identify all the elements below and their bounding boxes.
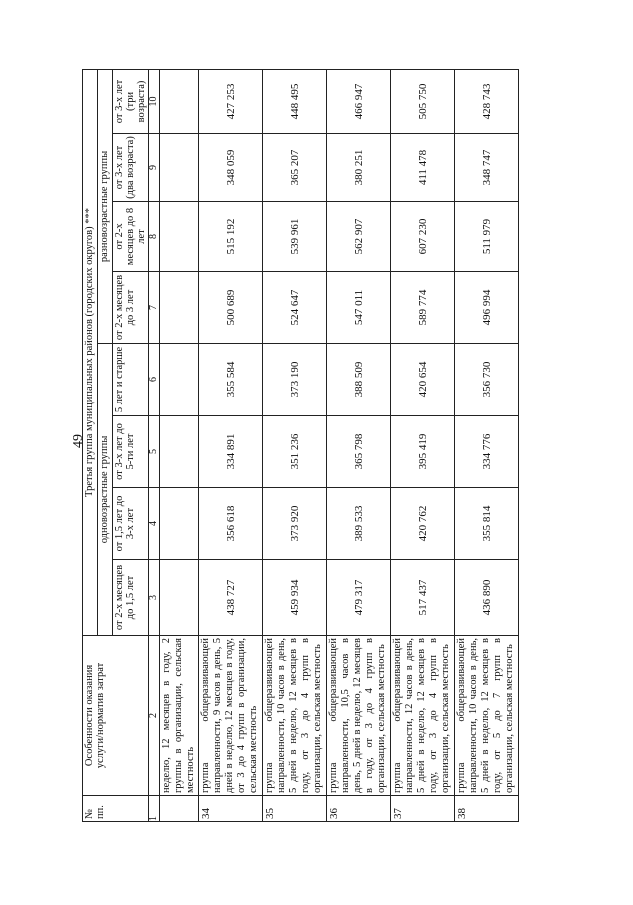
row-value: 459 934: [263, 560, 327, 636]
row-description: группа общеразвивающей направленности, 9 часов в день, 5 дней в неделю, 12 месяцев в году, от 3 до 4 групп в организации, сельская местность: [199, 636, 263, 796]
row-value: 355 814: [455, 488, 519, 560]
table-row: [327, 69, 391, 821]
row-number: 38: [455, 796, 519, 822]
row-value: 511 979: [455, 202, 519, 272]
row-number: 37: [391, 796, 455, 822]
col-number: 7: [149, 272, 160, 344]
col-number: 6: [149, 344, 160, 416]
page-number: 49: [71, 434, 86, 448]
col-number: 5: [149, 416, 160, 488]
header-col-9: от 3-х лет (два возраста): [113, 134, 149, 202]
header-no: № пп.: [83, 796, 149, 822]
table-row: [263, 69, 327, 821]
row-description: группа общеразвивающей направленности, 12 часов в день, 5 дней в неделю, 12 месяцев в году, от 3 до 4 групп в организации, сельская местность: [391, 636, 455, 796]
col-number: 4: [149, 488, 160, 560]
table-row: [199, 69, 263, 821]
col-number: 10: [149, 69, 160, 133]
header-col-4: от 1,5 лет до 3-х лет: [113, 488, 149, 560]
header-col-8: от 2-х месяцев до 8 лет: [113, 202, 149, 272]
row-number: 34: [199, 796, 263, 822]
col-number: 2: [149, 636, 160, 796]
continued-description: неделю, 12 месяцев в году, 2 группы в организации, сельская местность: [160, 636, 199, 796]
row-value: 428 743: [455, 69, 519, 133]
table-row: [455, 69, 519, 821]
row-value: 420 654: [391, 344, 455, 416]
header-same-age: одновозрастные группы: [98, 344, 113, 636]
row-value: 380 251: [327, 134, 391, 202]
col-number: 8: [149, 202, 160, 272]
row-value: 436 890: [455, 560, 519, 636]
row-value: 500 689: [199, 272, 263, 344]
row-value: 517 437: [391, 560, 455, 636]
col-number: 3: [149, 560, 160, 636]
header-features: Особенности оказания услуги/норматив затрат: [83, 636, 149, 796]
row-value: 351 236: [263, 416, 327, 488]
row-value: 356 730: [455, 344, 519, 416]
row-value: 365 798: [327, 416, 391, 488]
header-col-5: от 3-х лет до 5-ти лет: [113, 416, 149, 488]
row-value: 539 961: [263, 202, 327, 272]
row-value: 562 907: [327, 202, 391, 272]
header-col-3: от 2-х месяцев до 1,5 лет: [113, 560, 149, 636]
row-value: 420 762: [391, 488, 455, 560]
header-group-title: Третья группа муниципальных районов (городских округов) ***: [83, 69, 98, 635]
row-value: 389 533: [327, 488, 391, 560]
row-value: 547 011: [327, 272, 391, 344]
row-number: 35: [263, 796, 327, 822]
header-col-10: от 3-х лет (три возраста): [113, 69, 149, 133]
row-value: 589 774: [391, 272, 455, 344]
row-value: 607 230: [391, 202, 455, 272]
row-value: 427 253: [199, 69, 263, 133]
row-value: 505 750: [391, 69, 455, 133]
row-value: 334 891: [199, 416, 263, 488]
row-description: группа общеразвивающей направленности, 10,5 часов в день, 5 дней в неделю, 12 месяцев в году, от 3 до 4 групп в организации, сельская местность: [327, 636, 391, 796]
row-value: 388 509: [327, 344, 391, 416]
col-number: 9: [149, 134, 160, 202]
row-description: группа общеразвивающей направленности, 10 часов в день, 5 дней в неделю, 12 месяцев в году, от 3 до 4 групп в организации, сельская местность: [263, 636, 327, 796]
row-value: 496 994: [455, 272, 519, 344]
row-value: 373 920: [263, 488, 327, 560]
cost-norms-table: [82, 69, 519, 822]
table-row: [391, 69, 455, 821]
row-value: 466 947: [327, 69, 391, 133]
row-value: 515 192: [199, 202, 263, 272]
row-value: 365 207: [263, 134, 327, 202]
row-description: группа общеразвивающей направленности, 10 часов в день, 5 дней в неделю, 12 месяцев в году, от 5 до 7 групп в организации, сельская местность: [455, 636, 519, 796]
rotated-table-container: [82, 70, 516, 822]
row-number: 36: [327, 796, 391, 822]
row-value: 448 495: [263, 69, 327, 133]
row-value: 479 317: [327, 560, 391, 636]
row-value: 438 727: [199, 560, 263, 636]
row-value: 373 190: [263, 344, 327, 416]
row-value: 395 419: [391, 416, 455, 488]
row-value: 411 478: [391, 134, 455, 202]
table-row-continued: [160, 69, 199, 821]
header-col-6: 5 лет и старше: [113, 344, 149, 416]
header-mixed-age: разновозрастные группы: [98, 69, 113, 343]
header-col-7: от 2-х месяцев до 3 лет: [113, 272, 149, 344]
row-value: 348 747: [455, 134, 519, 202]
row-value: 356 618: [199, 488, 263, 560]
row-value: 355 584: [199, 344, 263, 416]
row-value: 334 776: [455, 416, 519, 488]
row-value: 524 647: [263, 272, 327, 344]
row-value: 348 059: [199, 134, 263, 202]
col-number: 1: [149, 796, 160, 822]
